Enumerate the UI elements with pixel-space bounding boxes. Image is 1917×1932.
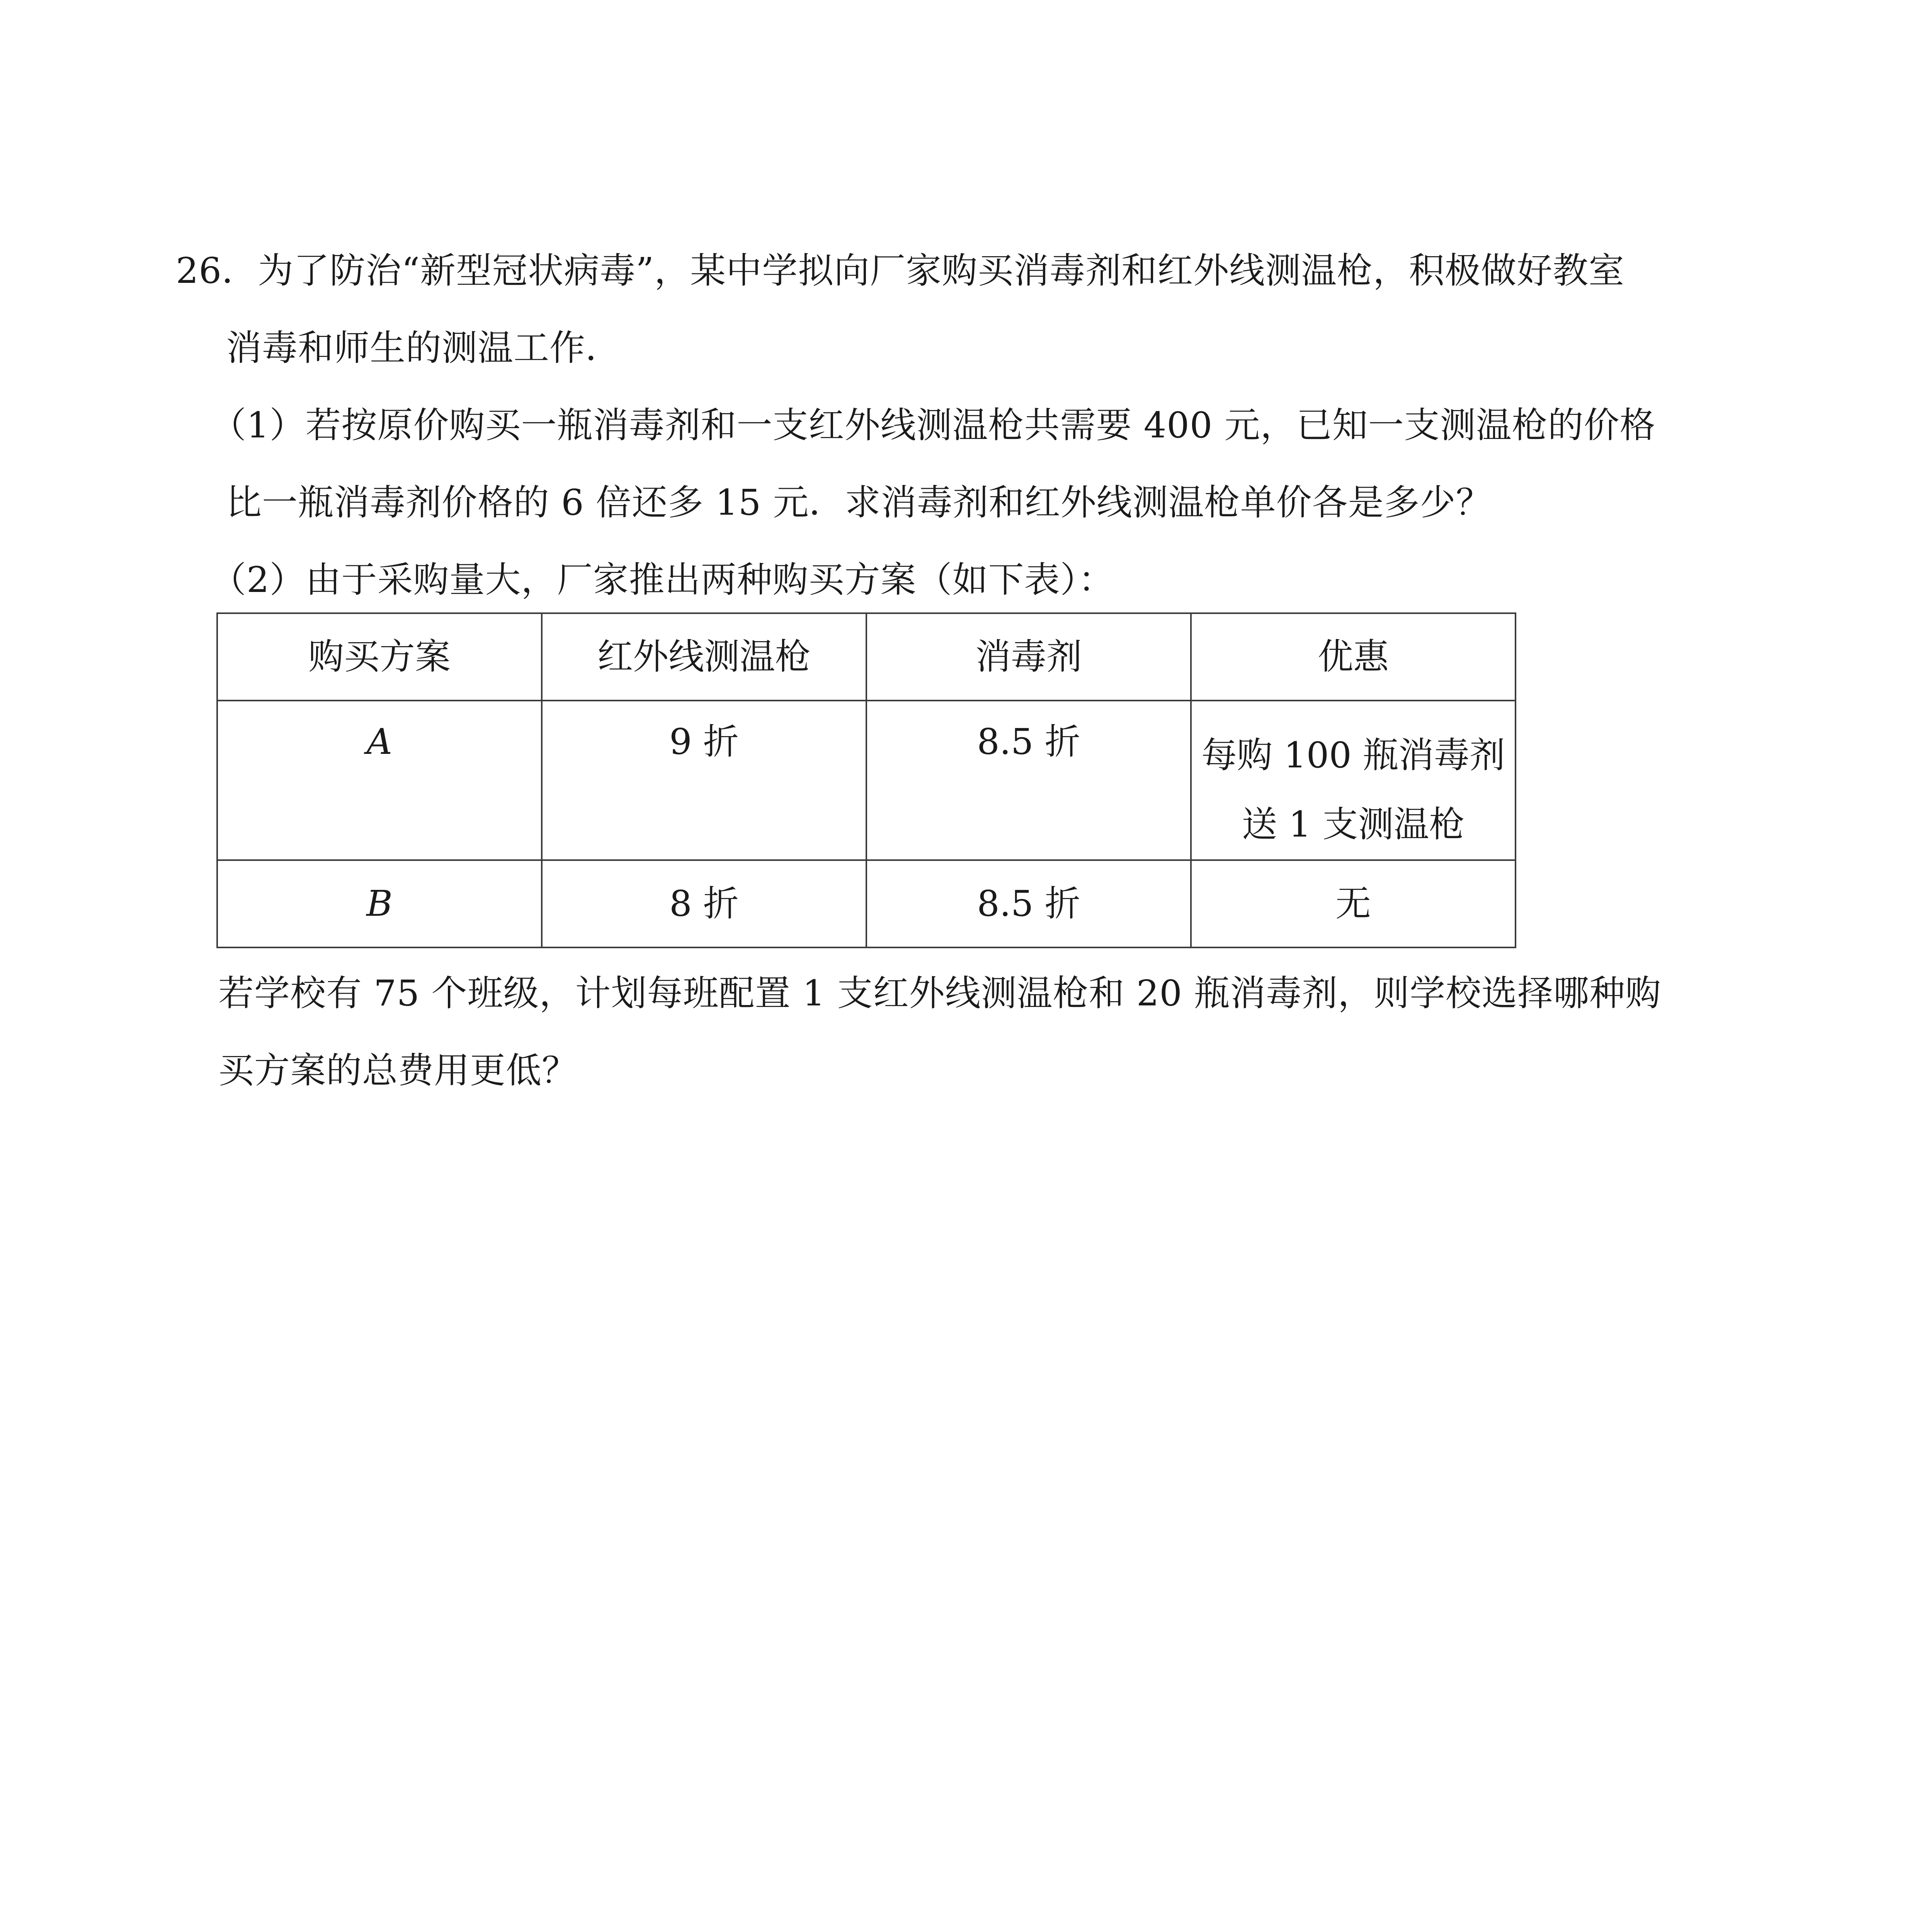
part2-line-1: （2）由于采购量大，厂家推出两种购买方案（如下表）： <box>211 559 1114 600</box>
plan-a-discount <box>1191 701 1516 860</box>
header-discount: 优惠 <box>1191 613 1516 701</box>
header-thermometer: 红外线测温枪 <box>542 613 866 701</box>
plan-a-discount-line-1: 每购 100 瓶消毒剂 <box>1201 735 1505 776</box>
question-line-2: 消毒和师生的测温工作． <box>226 327 622 369</box>
table-row <box>217 701 1516 860</box>
plan-a-thermometer: 9 折 <box>542 701 866 860</box>
question-line-1: 26．为了防治“新型冠状病毒”，某中学拟向厂家购买消毒剂和红外线测温枪，积极做好教室 <box>176 250 1625 291</box>
table-row <box>217 860 1516 947</box>
plan-a-discount-line-2: 送 1 支测温枪 <box>1242 804 1465 845</box>
plan-b-disinfectant: 8.5 折 <box>866 860 1191 947</box>
part1-line-2: 比一瓶消毒剂价格的 6 倍还多 15 元．求消毒剂和红外线测温枪单价各是多少？ <box>226 482 1492 523</box>
plan-a-name: A <box>217 701 542 860</box>
header-disinfectant: 消毒剂 <box>866 613 1191 701</box>
part2-line-2: 若学校有 75 个班级，计划每班配置 1 支红外线测温枪和 20 瓶消毒剂，则学校选择哪种购 <box>218 973 1662 1014</box>
plan-a-disinfectant: 8.5 折 <box>866 701 1191 860</box>
part1-line-1: （1）若按原价购买一瓶消毒剂和一支红外线测温枪共需要 400 元，已知一支测温枪的价格 <box>211 405 1656 446</box>
plan-b-thermometer: 8 折 <box>542 860 866 947</box>
purchase-plan-table <box>216 612 1516 948</box>
plan-b-name: B <box>217 860 542 947</box>
plan-b-discount: 无 <box>1191 860 1516 947</box>
table-header-row <box>217 613 1516 701</box>
header-plan: 购买方案 <box>217 613 542 701</box>
part2-line-3: 买方案的总费用更低？ <box>218 1050 578 1091</box>
